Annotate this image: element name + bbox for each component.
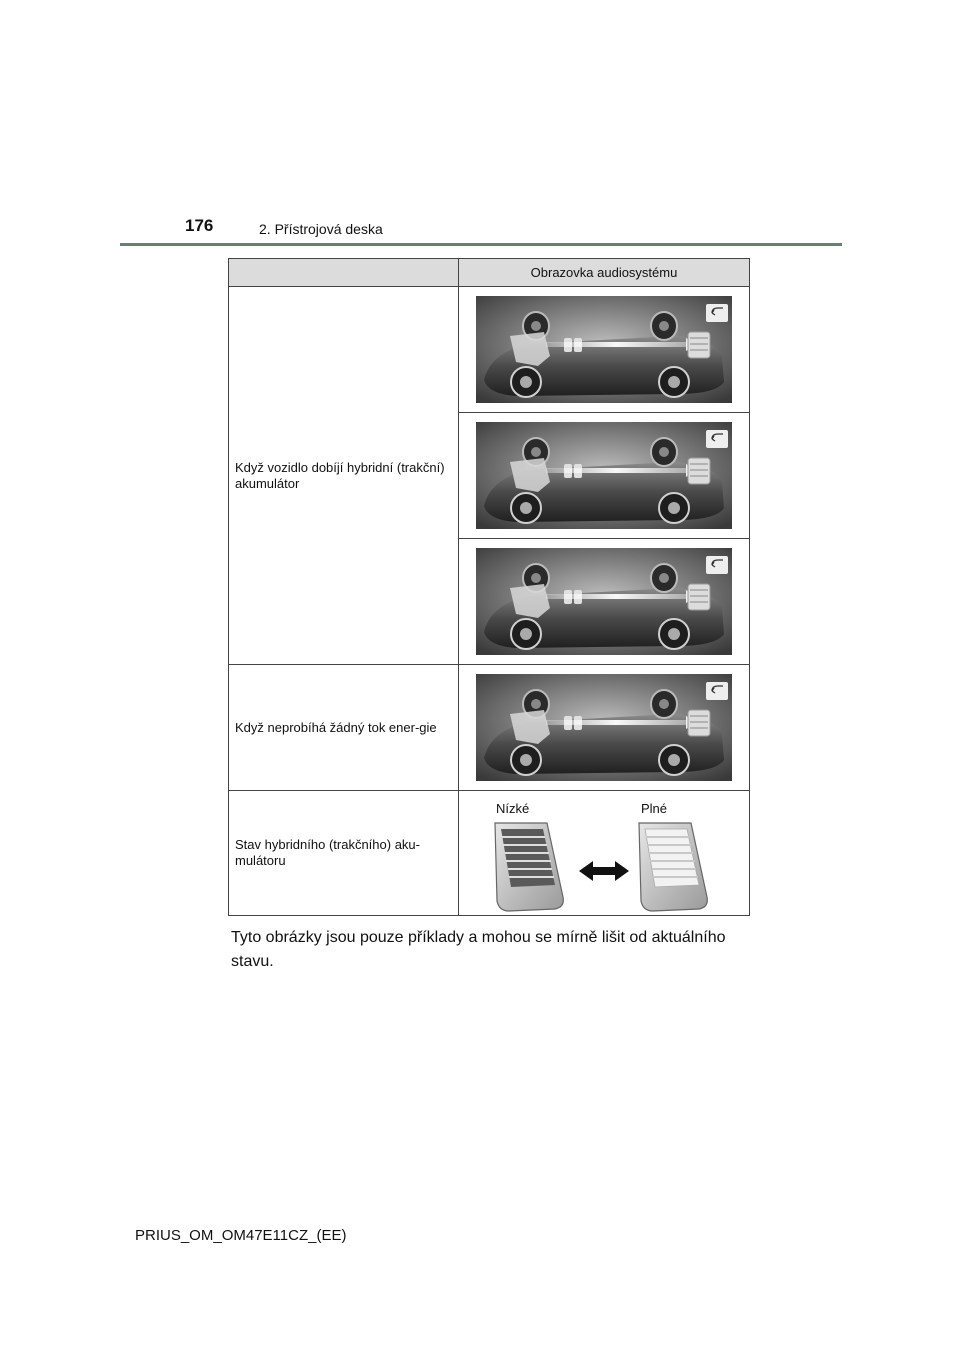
battery-icon (459, 819, 749, 915)
row-label-no-flow: Když neprobíhá žádný tok ener-gie (229, 665, 459, 791)
car-energy-screen (476, 548, 732, 655)
battery-full-label: Plné (641, 801, 668, 816)
screen-image-charging-2 (459, 413, 750, 539)
screen-image-charging-1 (459, 287, 750, 413)
energy-monitor-table (228, 258, 750, 916)
header-rule (120, 243, 842, 246)
document-id: PRIUS_OM_OM47E11CZ_(EE) (135, 1227, 347, 1244)
battery-state-illustration (459, 791, 749, 915)
section-title: 2. Přístrojová deska (259, 221, 383, 237)
table-row (229, 287, 750, 413)
page-number: 176 (185, 216, 214, 235)
table-header-empty (229, 259, 459, 287)
car-energy-screen (476, 296, 732, 403)
table-row (229, 791, 750, 916)
table-header-row (229, 259, 750, 287)
row-label-battery-state: Stav hybridního (trakčního) aku-mulátoru (229, 791, 459, 916)
battery-low-label: Nízké (496, 801, 530, 816)
row-label-charging: Když vozidlo dobíjí hybridní (trakční) akumulátor (229, 287, 459, 665)
table-header-audio-screen: Obrazovka audiosystému (459, 259, 750, 287)
double-arrow-icon (579, 861, 629, 881)
battery-state-cell (459, 791, 750, 916)
car-energy-screen (476, 674, 732, 781)
table-row (229, 665, 750, 791)
screen-image-no-flow (459, 665, 750, 791)
image-caption: Tyto obrázky jsou pouze příklady a mohou se mírně lišit od aktuálního stavu. (231, 929, 726, 970)
car-energy-screen (476, 422, 732, 529)
screen-image-charging-3 (459, 539, 750, 665)
